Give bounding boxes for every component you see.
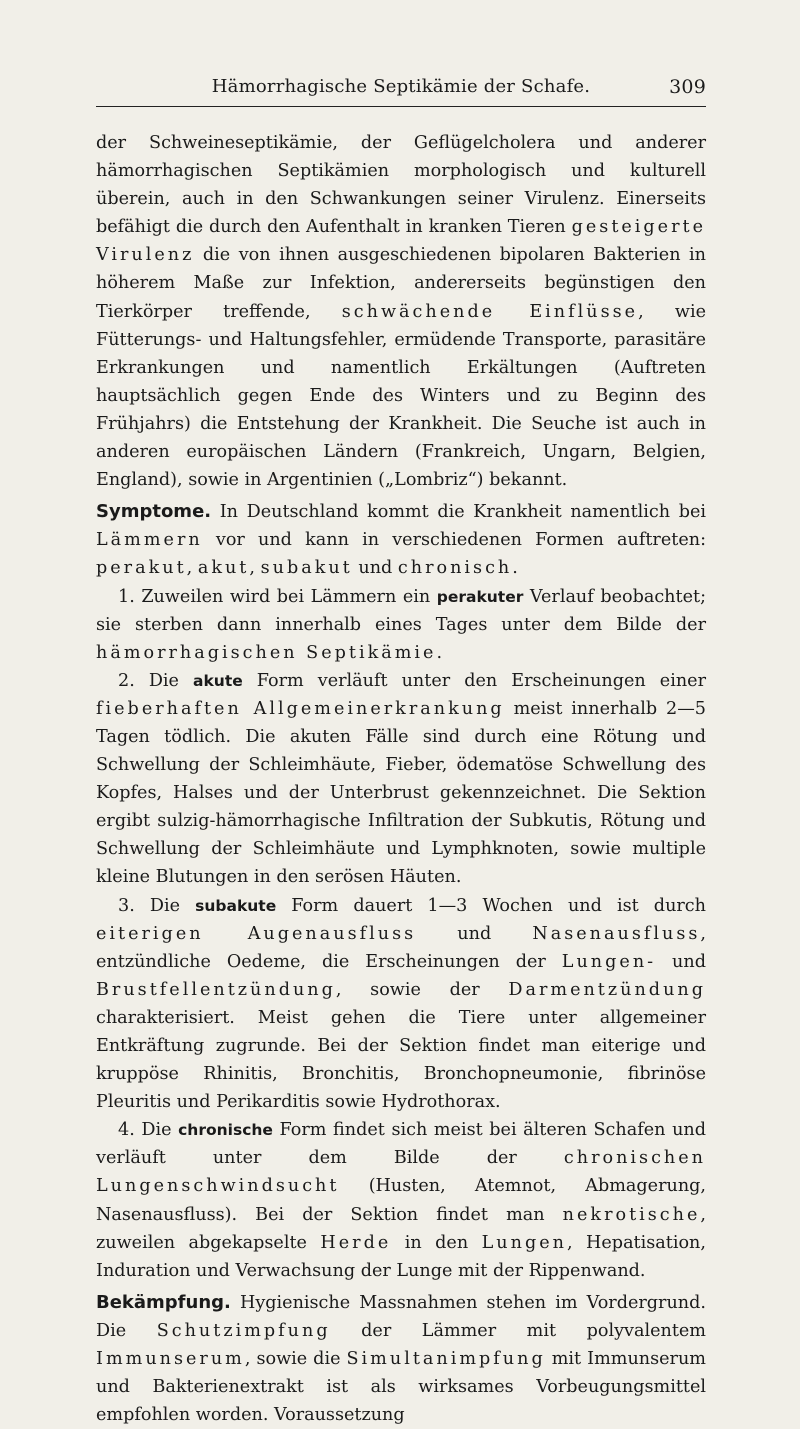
header-rule <box>96 106 706 107</box>
spaced-emphasis: akut <box>197 558 250 579</box>
bold-term: chronische <box>178 1121 273 1140</box>
running-title: Hämorrhagische Septikämie der Schafe. <box>211 76 591 97</box>
text-run: 1. Zuweilen wird bei Lämmern ein <box>118 586 437 607</box>
list-item-perakut <box>96 583 706 667</box>
text-run: Form findet sich meist bei älteren Schafen und verläuft unter dem Bilde der <box>96 1120 706 1169</box>
text-run: . <box>436 642 443 663</box>
text-run: mit Immunserum und Bakterienextrakt ist als wirksames Vorbeugungsmittel empfohlen worden. Voraussetzung <box>96 1349 706 1426</box>
spaced-emphasis: Brustfellentzündung <box>96 979 336 1000</box>
spaced-emphasis: chronisch <box>397 558 513 579</box>
spaced-emphasis: fieberhaften Allgemeinerkrankung <box>96 698 505 719</box>
text-run: , Hepatisation, Induration und Verwachsung der Lunge mit der Rippenwand. <box>96 1232 706 1281</box>
spaced-emphasis: Lämmern <box>96 530 203 551</box>
spaced-emphasis: Darmentzündung <box>508 979 706 1000</box>
bold-term: subakute <box>195 896 277 915</box>
text-run: die von ihnen ausgeschiedenen bipolaren Bakterien in höherem Maße zur Infektion, andererseits begünstigen den Tierkörper treffende, <box>96 245 706 322</box>
spaced-emphasis: Lungen- <box>561 951 657 972</box>
bold-term: perakuter <box>436 587 524 606</box>
text-run: Verlauf beobachtet; sie sterben dann innerhalb eines Tages unter dem Bilde der <box>96 586 706 635</box>
spaced-emphasis: hämorrhagischen Septikämie <box>96 642 437 663</box>
text-run: und <box>656 951 706 972</box>
spaced-emphasis: gesteigerte Virulenz <box>96 217 706 266</box>
paragraph-intro <box>96 129 706 494</box>
spaced-emphasis: Lungen <box>481 1232 567 1253</box>
text-run: 3. Die <box>118 895 196 916</box>
text-run: der Schweineseptikämie, der Geflügelcholera und anderer hämorrhagischen Septikämien morphologisch und kulturell überein, auch in den Schwankungen seiner Virulenz. Einerseits befähigt die durch den Aufenthalt in kranken Tieren <box>96 133 706 238</box>
text-run: der Lämmer mit polyvalentem <box>330 1320 706 1341</box>
text-run: , <box>249 558 261 579</box>
running-header <box>96 76 706 104</box>
text-run: 4. Die <box>118 1120 179 1141</box>
text-run: 2. Die <box>118 670 194 691</box>
book-page <box>96 76 706 1429</box>
text-run: meist innerhalb 2—5 Tagen tödlich. Die akuten Fälle sind durch eine Rötung und Schwellung der Schleimhäute, Fieber, ödematöse Schwellung des Kopfes, Halses und der Unterbrust gekennzeichnet. Die Sektion ergibt sulzig-hämorrhagische Infiltration der Subkutis, Rötung und Schwellung der Schleimhäute und Lymphknoten, sowie multiple kleine Blutungen in den serösen Häuten. <box>96 698 706 888</box>
paragraph-bekaempfung <box>96 1289 706 1429</box>
text-run: , wie Fütterungs- und Haltungsfehler, ermüdende Transporte, parasitäre Erkrankungen und namentlich Erkältungen (Auftreten hauptsächlich gegen Ende des Winters und zu Beginn des Frühjahrs) die Entstehung der Krankheit. Die Seuche ist auch in anderen europäischen Ländern (Frankreich, Ungarn, Belgien, England), sowie in Argentinien („Lombriz“) bekannt. <box>96 301 706 491</box>
text-run: In Deutschland kommt die Krankheit namentlich bei <box>211 502 706 523</box>
spaced-emphasis: Immunserum <box>96 1349 245 1370</box>
section-heading-bekaempfung: Bekämpfung. <box>96 1291 231 1313</box>
text-run: , zuweilen abgekapselte <box>96 1204 706 1253</box>
text-run: Hygienische Massnahmen stehen im Vordergrund. Die <box>96 1292 706 1341</box>
spaced-emphasis: chronischen Lungenschwindsucht <box>96 1148 706 1197</box>
text-run: (Husten, Atemnot, Abmagerung, Nasenausfluss). Bei der Sektion findet man <box>96 1176 706 1225</box>
text-run: und <box>416 923 533 944</box>
spaced-emphasis: eiterigen Augenausfluss <box>96 923 417 944</box>
text-run: , sowie der <box>335 979 509 1000</box>
spaced-emphasis: Simultanimpfung <box>346 1349 546 1370</box>
spaced-emphasis: nekrotische <box>562 1204 701 1225</box>
spaced-emphasis: schwächende Einflüsse <box>341 301 639 322</box>
spaced-emphasis: Nasenausfluss <box>532 923 701 944</box>
text-run: , <box>186 558 198 579</box>
text-run: in den <box>391 1232 482 1253</box>
spaced-emphasis: Schutzimpfung <box>156 1320 331 1341</box>
paragraph-symptome <box>96 498 706 582</box>
text-run: . <box>512 558 518 579</box>
text-run: , entzündliche Oedeme, die Erscheinungen der <box>96 923 706 972</box>
spaced-emphasis: subakut <box>260 558 353 579</box>
text-run: und <box>352 558 398 579</box>
spaced-emphasis: perakut <box>96 558 187 579</box>
list-item-chronisch <box>96 1116 706 1285</box>
spaced-emphasis: Herde <box>320 1232 392 1253</box>
bold-term: akute <box>193 671 243 690</box>
list-item-subakut <box>96 892 706 1117</box>
text-run: vor und kann in verschiedenen Formen auftreten: <box>202 530 706 551</box>
text-run: Form dauert 1—3 Wochen und ist durch <box>276 895 706 916</box>
section-heading-symptome: Symptome. <box>96 501 212 523</box>
text-run: , sowie die <box>244 1349 347 1370</box>
page-number: 309 <box>669 76 706 98</box>
text-run: Form verläuft unter den Erscheinungen einer <box>242 670 706 691</box>
list-item-akut <box>96 667 706 892</box>
text-run: charakterisiert. Meist gehen die Tiere unter allgemeiner Entkräftung zugrunde. Bei der Sektion findet man eiterige und kruppöse Rhinitis, Bronchitis, Bronchopneumonie, fibrinöse Pleuritis und Perikarditis sowie Hydrothorax. <box>96 1007 706 1113</box>
body-text <box>96 129 706 1429</box>
